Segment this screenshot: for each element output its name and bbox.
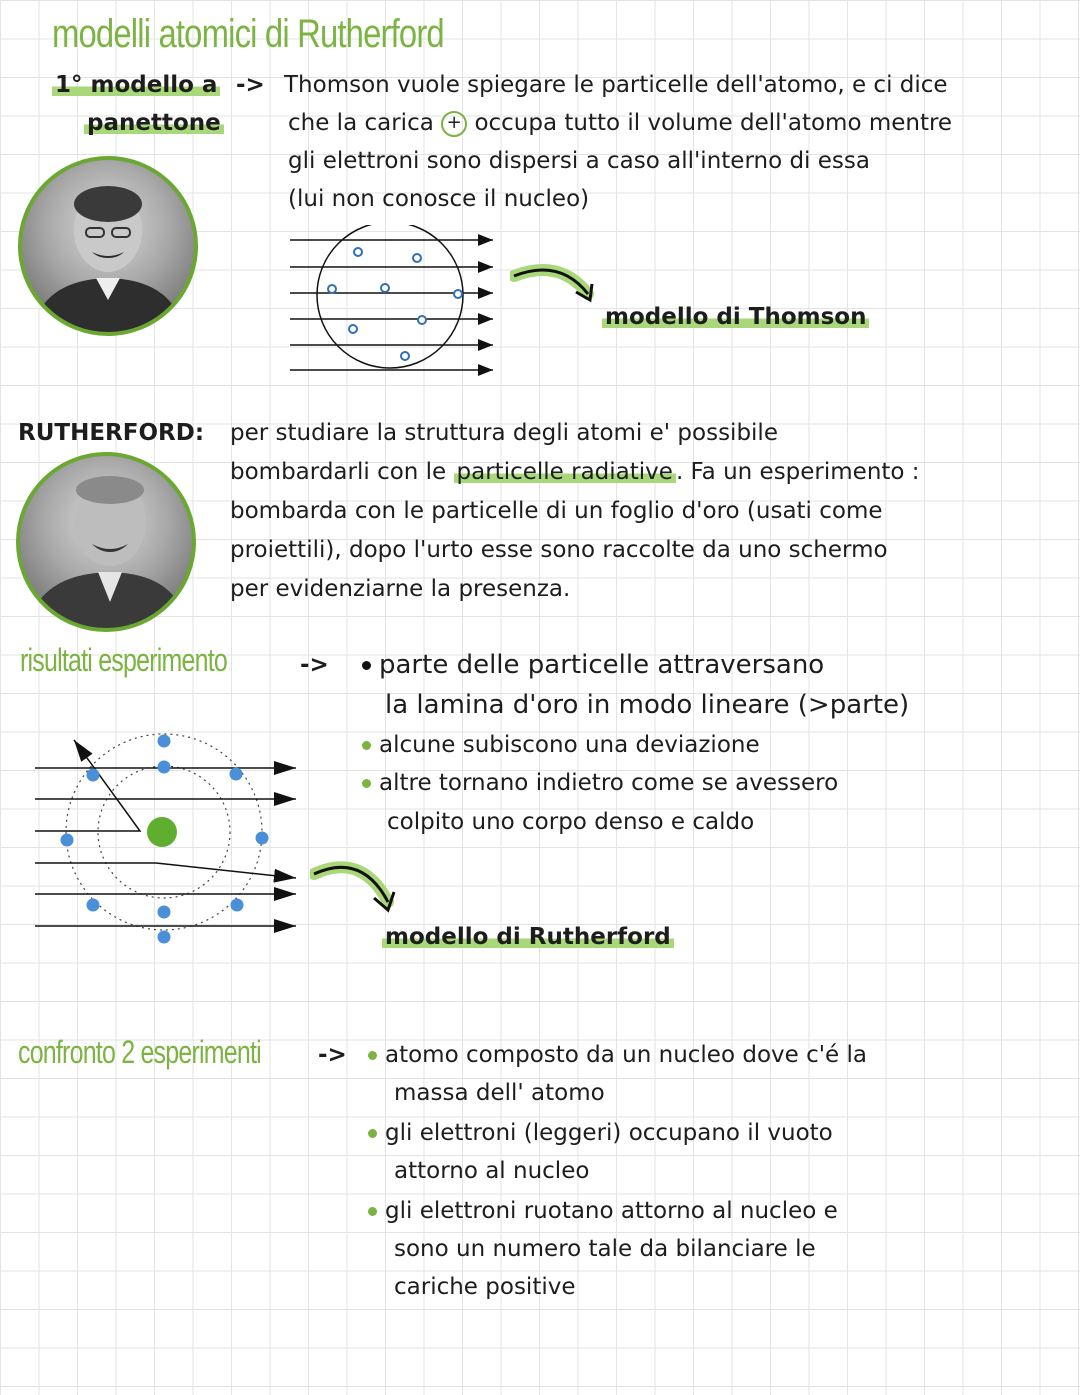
- curved-arrow-icon: [310, 858, 405, 920]
- thomson-portrait: [18, 156, 198, 336]
- results-bullet-1-cont: la lamina d'oro in modo lineare (>parte): [385, 690, 910, 720]
- thomson-diagram: [285, 225, 500, 380]
- results-bullet-1: parte delle particelle attraversano: [362, 646, 824, 685]
- comparison-bullet-3-cont: sono un numero tale da bilanciare le: [394, 1236, 816, 1262]
- rutherford-line1: per studiare la struttura degli atomi e' possibile: [230, 420, 778, 446]
- results-bullet-3-cont: colpito uno corpo denso e caldo: [387, 809, 755, 835]
- results-bullet-3: altre tornano indietro come se avessero: [362, 764, 838, 803]
- results-arrow: ->: [300, 652, 329, 678]
- page-title: modelli atomici di Rutherford: [52, 12, 444, 56]
- person-silhouette-icon: [20, 456, 192, 628]
- results-label: risultati esperimento: [20, 642, 227, 678]
- curved-arrow-icon: [510, 262, 605, 312]
- rutherford-line2: bombardarli con le particelle radiative . Fa un esperimento :: [230, 459, 920, 485]
- rutherford-diagram: [30, 728, 305, 950]
- thomson-model-label: modello di Thomson: [602, 298, 869, 337]
- comparison-bullet-3: gli elettroni ruotano attorno al nucleo e: [368, 1192, 838, 1231]
- rutherford-portrait: [16, 452, 196, 632]
- plus-charge-icon: +: [441, 111, 467, 137]
- comparison-bullet-3-cont2: cariche positive: [394, 1274, 576, 1300]
- thomson-label-line2: panettone: [84, 104, 224, 143]
- thomson-label-line1: 1° modello a: [52, 66, 220, 105]
- rutherford-heading: RUTHERFORD:: [18, 420, 205, 446]
- comparison-label: confronto 2 esperimenti: [18, 1034, 261, 1070]
- rutherford-line5: per evidenziarne la presenza.: [230, 576, 571, 602]
- rutherford-line4: proiettili), dopo l'urto esse sono raccolte da uno schermo: [230, 537, 888, 563]
- thomson-arrow: ->: [236, 72, 265, 98]
- rutherford-line3: bombarda con le particelle di un foglio d'oro (usati come: [230, 498, 883, 524]
- comparison-bullet-1: atomo composto da un nucleo dove c'é la: [368, 1036, 867, 1075]
- comparison-bullet-1-cont: massa dell' atomo: [394, 1080, 605, 1106]
- comparison-bullet-2-cont: attorno al nucleo: [394, 1158, 590, 1184]
- comparison-arrow: ->: [318, 1042, 347, 1068]
- results-bullet-2: alcune subiscono una deviazione: [362, 726, 760, 765]
- thomson-text-line2: che la carica + occupa tutto il volume dell'atomo mentre: [288, 110, 953, 136]
- person-silhouette-icon: [22, 160, 194, 332]
- rutherford-model-label: modello di Rutherford: [382, 918, 674, 957]
- comparison-bullet-2: gli elettroni (leggeri) occupano il vuoto: [368, 1114, 833, 1153]
- thomson-text-line1: Thomson vuole spiegare le particelle dell'atomo, e ci dice: [284, 72, 948, 98]
- thomson-text-line3: gli elettroni sono dispersi a caso all'interno di essa: [288, 148, 870, 174]
- thomson-text-line4: (lui non conosce il nucleo): [288, 186, 590, 212]
